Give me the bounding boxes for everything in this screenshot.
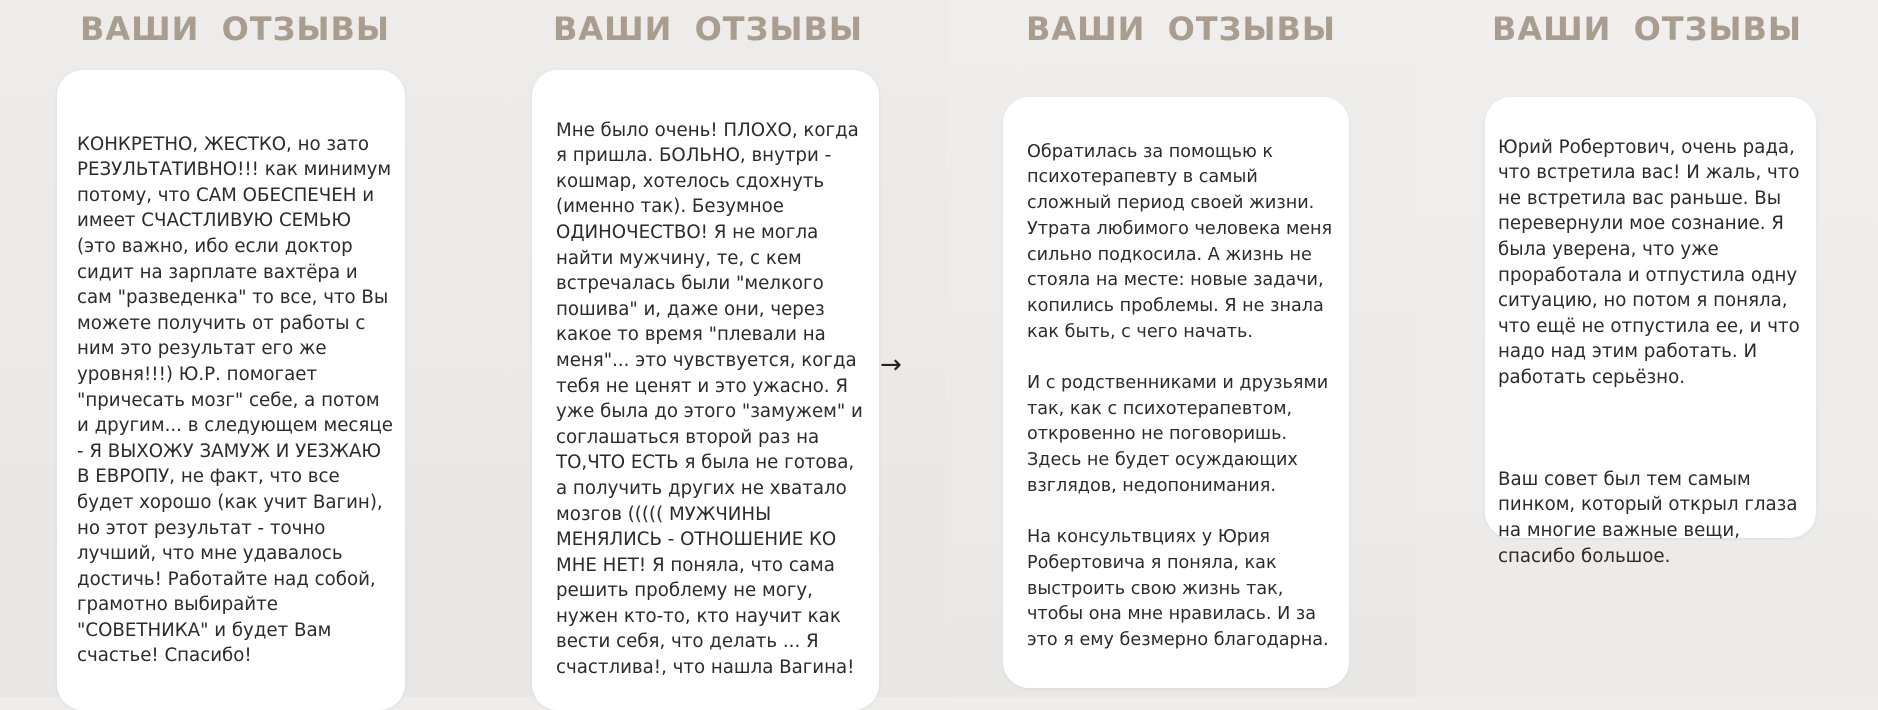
- review-card-4: [1485, 97, 1816, 567]
- panel-heading: ВАШИ ОТЗЫВЫ: [79, 10, 391, 48]
- review-text-3-paragraph-1: Обратилась за помощью к психотерапевту в самый сложный период своей жизни. Утрата любимого человека меня сильно подкосила. А жизнь не стояла на месте: новые задачи, копились проблемы. Я не знала как быть, с чего начать.: [1027, 141, 1333, 342]
- panel-heading: ВАШИ ОТЗЫВЫ: [1491, 10, 1803, 48]
- review-card-1: [57, 70, 405, 710]
- review-text-1: КОНКРЕТНО, ЖЕСТКО, но зато РЕЗУЛЬТАТИВНО!!! как минимум потому, что САМ ОБЕСПЕЧЕН и имеет СЧАСТЛИВУЮ СЕМЬЮ (это важно, ибо если доктор сидит на зарплате вахтёра и сам "разведенка" то все, что Вы можете получить от работы с ним это результат его же уровня!!!) Ю.Р. помогает "причесать мозг" себе, а потом и другим... в следующем месяце - Я ВЫХОЖУ ЗАМУЖ И УЕЗЖАЮ В ЕВРОПУ, не факт, что все будет хорошо (как учит Вагин), но этот результат - точно лучший, что мне удавалось достичь! Работайте над собой, грамотно выбирайте "СОВЕТНИКА" и будет Вам счастье! Спасибо!: [77, 133, 393, 667]
- paragraph-gap: [1498, 416, 1806, 441]
- review-text-3-paragraph-2: И с родственниками и друзьями так, как с психотерапевтом, откровенно не поговоришь. Здесь не будет осуждающих взглядов, недопонимания.: [1027, 373, 1329, 496]
- review-text-4-paragraph-1: Юрий Робертович, очень рада, что встретила вас! И жаль, что не встретила вас раньше. Вы перевернули мое сознание. Я была уверена, что уже проработала и отпустила одну ситуацию, но потом я поняла, что ещё не отпустила ее, и что надо над этим работать. И работать серьёзно.: [1498, 136, 1800, 388]
- review-card-3: [1003, 97, 1349, 688]
- panel-heading: ВАШИ ОТЗЫВЫ: [1025, 10, 1337, 48]
- panel-heading: ВАШИ ОТЗЫВЫ: [552, 10, 864, 48]
- review-text-3-paragraph-3: На консультвциях у Юрия Робертовича я поняла, как выстроить свою жизнь так, чтобы она мне нравилась. И за это я ему безмерно благодарна.: [1027, 527, 1329, 651]
- review-panel-1: [0, 0, 470, 697]
- arrow-right-icon[interactable]: →: [880, 350, 902, 380]
- review-text-2: Мне было очень! ПЛОХО, когда я пришла. БОЛЬНО, внутри - кошмар, хотелось сдохнуть (именно так). Безумное ОДИНОЧЕСТВО! Я не могла найти мужчину, те, с кем встречалась были "мелкого пошива" и, даже они, через какое то время "плевали на меня"... это чувствуется, когда тебя не ценят и это ужасно. Я уже была до этого "замужем" и соглашаться второй раз на ТО,ЧТО ЕСТЬ я была не готова, а получить других не хватало мозгов ((((( МУЖЧИНЫ МЕНЯЛИСЬ - ОТНОШЕНИЕ КО МНЕ НЕТ! Я поняла, что сама решить проблему не могу, нужен кто-то, кто научит как вести себя, что делать ... Я счастлива!, что нашла Вагина!: [556, 119, 863, 679]
- review-card-2: [532, 70, 879, 710]
- review-text-4-paragraph-2: Ваш совет был тем самым пинком, который открыл глаза на многие важные вещи, спасибо большое.: [1498, 468, 1798, 567]
